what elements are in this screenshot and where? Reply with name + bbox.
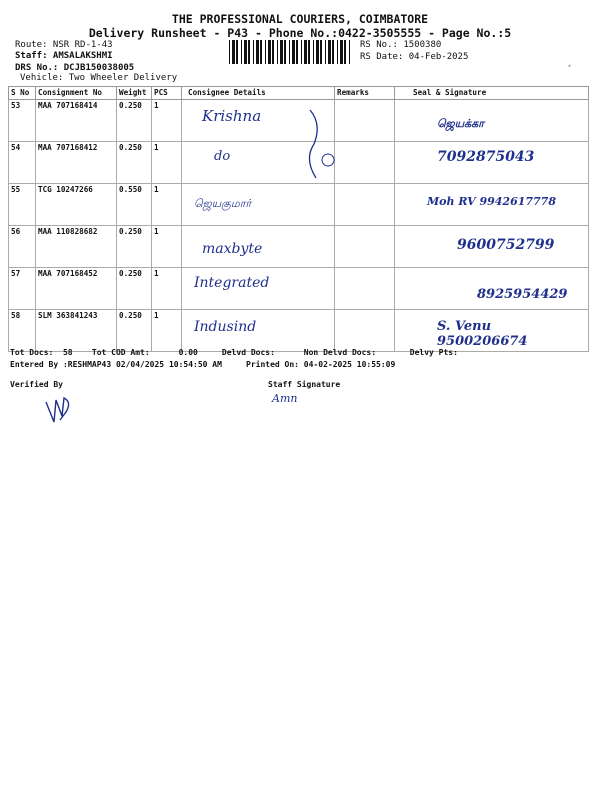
cell-sno: 57 xyxy=(9,268,36,310)
cell-remarks xyxy=(335,268,395,310)
signature-handwriting: S. Venu 9500206674 xyxy=(437,319,528,349)
cell-signature xyxy=(395,310,589,352)
staff-name: Staff: AMSALAKSHMI xyxy=(15,51,113,61)
cell-sno: 55 xyxy=(9,184,36,226)
vehicle: Vehicle: Two Wheeler Delivery xyxy=(20,73,178,83)
cell-pcs: 1 xyxy=(152,184,182,226)
signature-handwriting: 8925954429 xyxy=(477,287,568,302)
cell-consignee xyxy=(182,226,335,268)
runsheet-title: Delivery Runsheet - P43 - Phone No.:0422-3505555 - Page No.:5 xyxy=(88,26,512,40)
cell-consignee xyxy=(182,268,335,310)
col-remarks: Remarks xyxy=(335,87,395,100)
cell-remarks xyxy=(335,184,395,226)
consignee-handwriting: do xyxy=(214,149,231,164)
table-row xyxy=(9,226,589,268)
cell-weight: 0.550 xyxy=(117,184,152,226)
entered-line: Entered By :RESHMAP43 02/04/2025 10:54:50 AM Printed On: 04-02-2025 10:55:09 xyxy=(10,360,396,369)
company-name: THE PROFESSIONAL COURIERS, COIMBATORE xyxy=(171,12,429,26)
cell-pcs: 1 xyxy=(152,226,182,268)
consignee-handwriting: Indusind xyxy=(194,319,257,335)
signature-handwriting: 9600752799 xyxy=(457,237,555,253)
cell-weight: 0.250 xyxy=(117,310,152,352)
cell-weight: 0.250 xyxy=(117,100,152,142)
col-consignee: Consignee Details xyxy=(182,87,335,100)
cell-consignment: SLM 363841243 xyxy=(36,310,117,352)
cell-remarks xyxy=(335,310,395,352)
cell-consignee xyxy=(182,310,335,352)
staff-initials: Amn xyxy=(272,392,298,405)
signature-handwriting: Moh RV 9942617778 xyxy=(427,195,556,208)
table-row xyxy=(9,184,589,226)
signature-handwriting: 7092875043 xyxy=(437,149,535,165)
cell-sno: 58 xyxy=(9,310,36,352)
consignee-handwriting: Integrated xyxy=(194,275,270,291)
col-signature: Seal & Signature xyxy=(395,87,589,100)
cell-signature xyxy=(395,184,589,226)
consignee-handwriting: ஜெயகுமார் xyxy=(194,197,252,210)
col-sno: S No xyxy=(9,87,36,100)
runsheet-table xyxy=(8,86,589,352)
table-row xyxy=(9,142,589,184)
cell-remarks xyxy=(335,142,395,184)
cell-consignee xyxy=(182,184,335,226)
bracket-mark xyxy=(300,104,340,184)
consignee-handwriting: maxbyte xyxy=(202,241,263,257)
route: Route: NSR RD-1-43 xyxy=(15,40,113,50)
cell-consignment: MAA 707168412 xyxy=(36,142,117,184)
consignee-handwriting: Krishna xyxy=(202,107,262,125)
cell-pcs: 1 xyxy=(152,310,182,352)
cell-signature xyxy=(395,268,589,310)
rs-number: RS No.: 1500380 xyxy=(360,40,442,50)
cell-pcs: 1 xyxy=(152,142,182,184)
table-row xyxy=(9,100,589,142)
cell-sno: 54 xyxy=(9,142,36,184)
verified-by-label: Verified By xyxy=(10,380,63,389)
cell-signature xyxy=(395,100,589,142)
barcode xyxy=(229,40,351,64)
drs-number: DRS No.: DCJB150038005 xyxy=(15,63,135,73)
col-pcs: PCS xyxy=(152,87,182,100)
cell-consignment: MAA 707168414 xyxy=(36,100,117,142)
cell-weight: 0.250 xyxy=(117,226,152,268)
cell-sno: 56 xyxy=(9,226,36,268)
corner-mark: • xyxy=(567,62,572,71)
cell-sno: 53 xyxy=(9,100,36,142)
cell-weight: 0.250 xyxy=(117,142,152,184)
col-consignment: Consignment No xyxy=(36,87,117,100)
table-row xyxy=(9,268,589,310)
cell-remarks xyxy=(335,100,395,142)
totals-line: Tot Docs: 58 Tot COD Amt: 0.00 Delvd Docs: Non Delvd Docs: Delvy Pts: xyxy=(10,348,458,357)
table-row xyxy=(9,310,589,352)
col-weight: Weight xyxy=(117,87,152,100)
cell-pcs: 1 xyxy=(152,268,182,310)
cell-signature xyxy=(395,226,589,268)
cell-consignment: MAA 110828682 xyxy=(36,226,117,268)
cell-signature xyxy=(395,142,589,184)
cell-weight: 0.250 xyxy=(117,268,152,310)
cell-consignment: MAA 707168452 xyxy=(36,268,117,310)
cell-remarks xyxy=(335,226,395,268)
rs-date: RS Date: 04-Feb-2025 xyxy=(360,52,469,62)
cell-pcs: 1 xyxy=(152,100,182,142)
cell-consignment: TCG 10247266 xyxy=(36,184,117,226)
signature-handwriting: ஜெயக்கா xyxy=(437,117,484,130)
staff-signature-label: Staff Signature xyxy=(268,380,341,389)
verifier-signature xyxy=(42,392,76,428)
